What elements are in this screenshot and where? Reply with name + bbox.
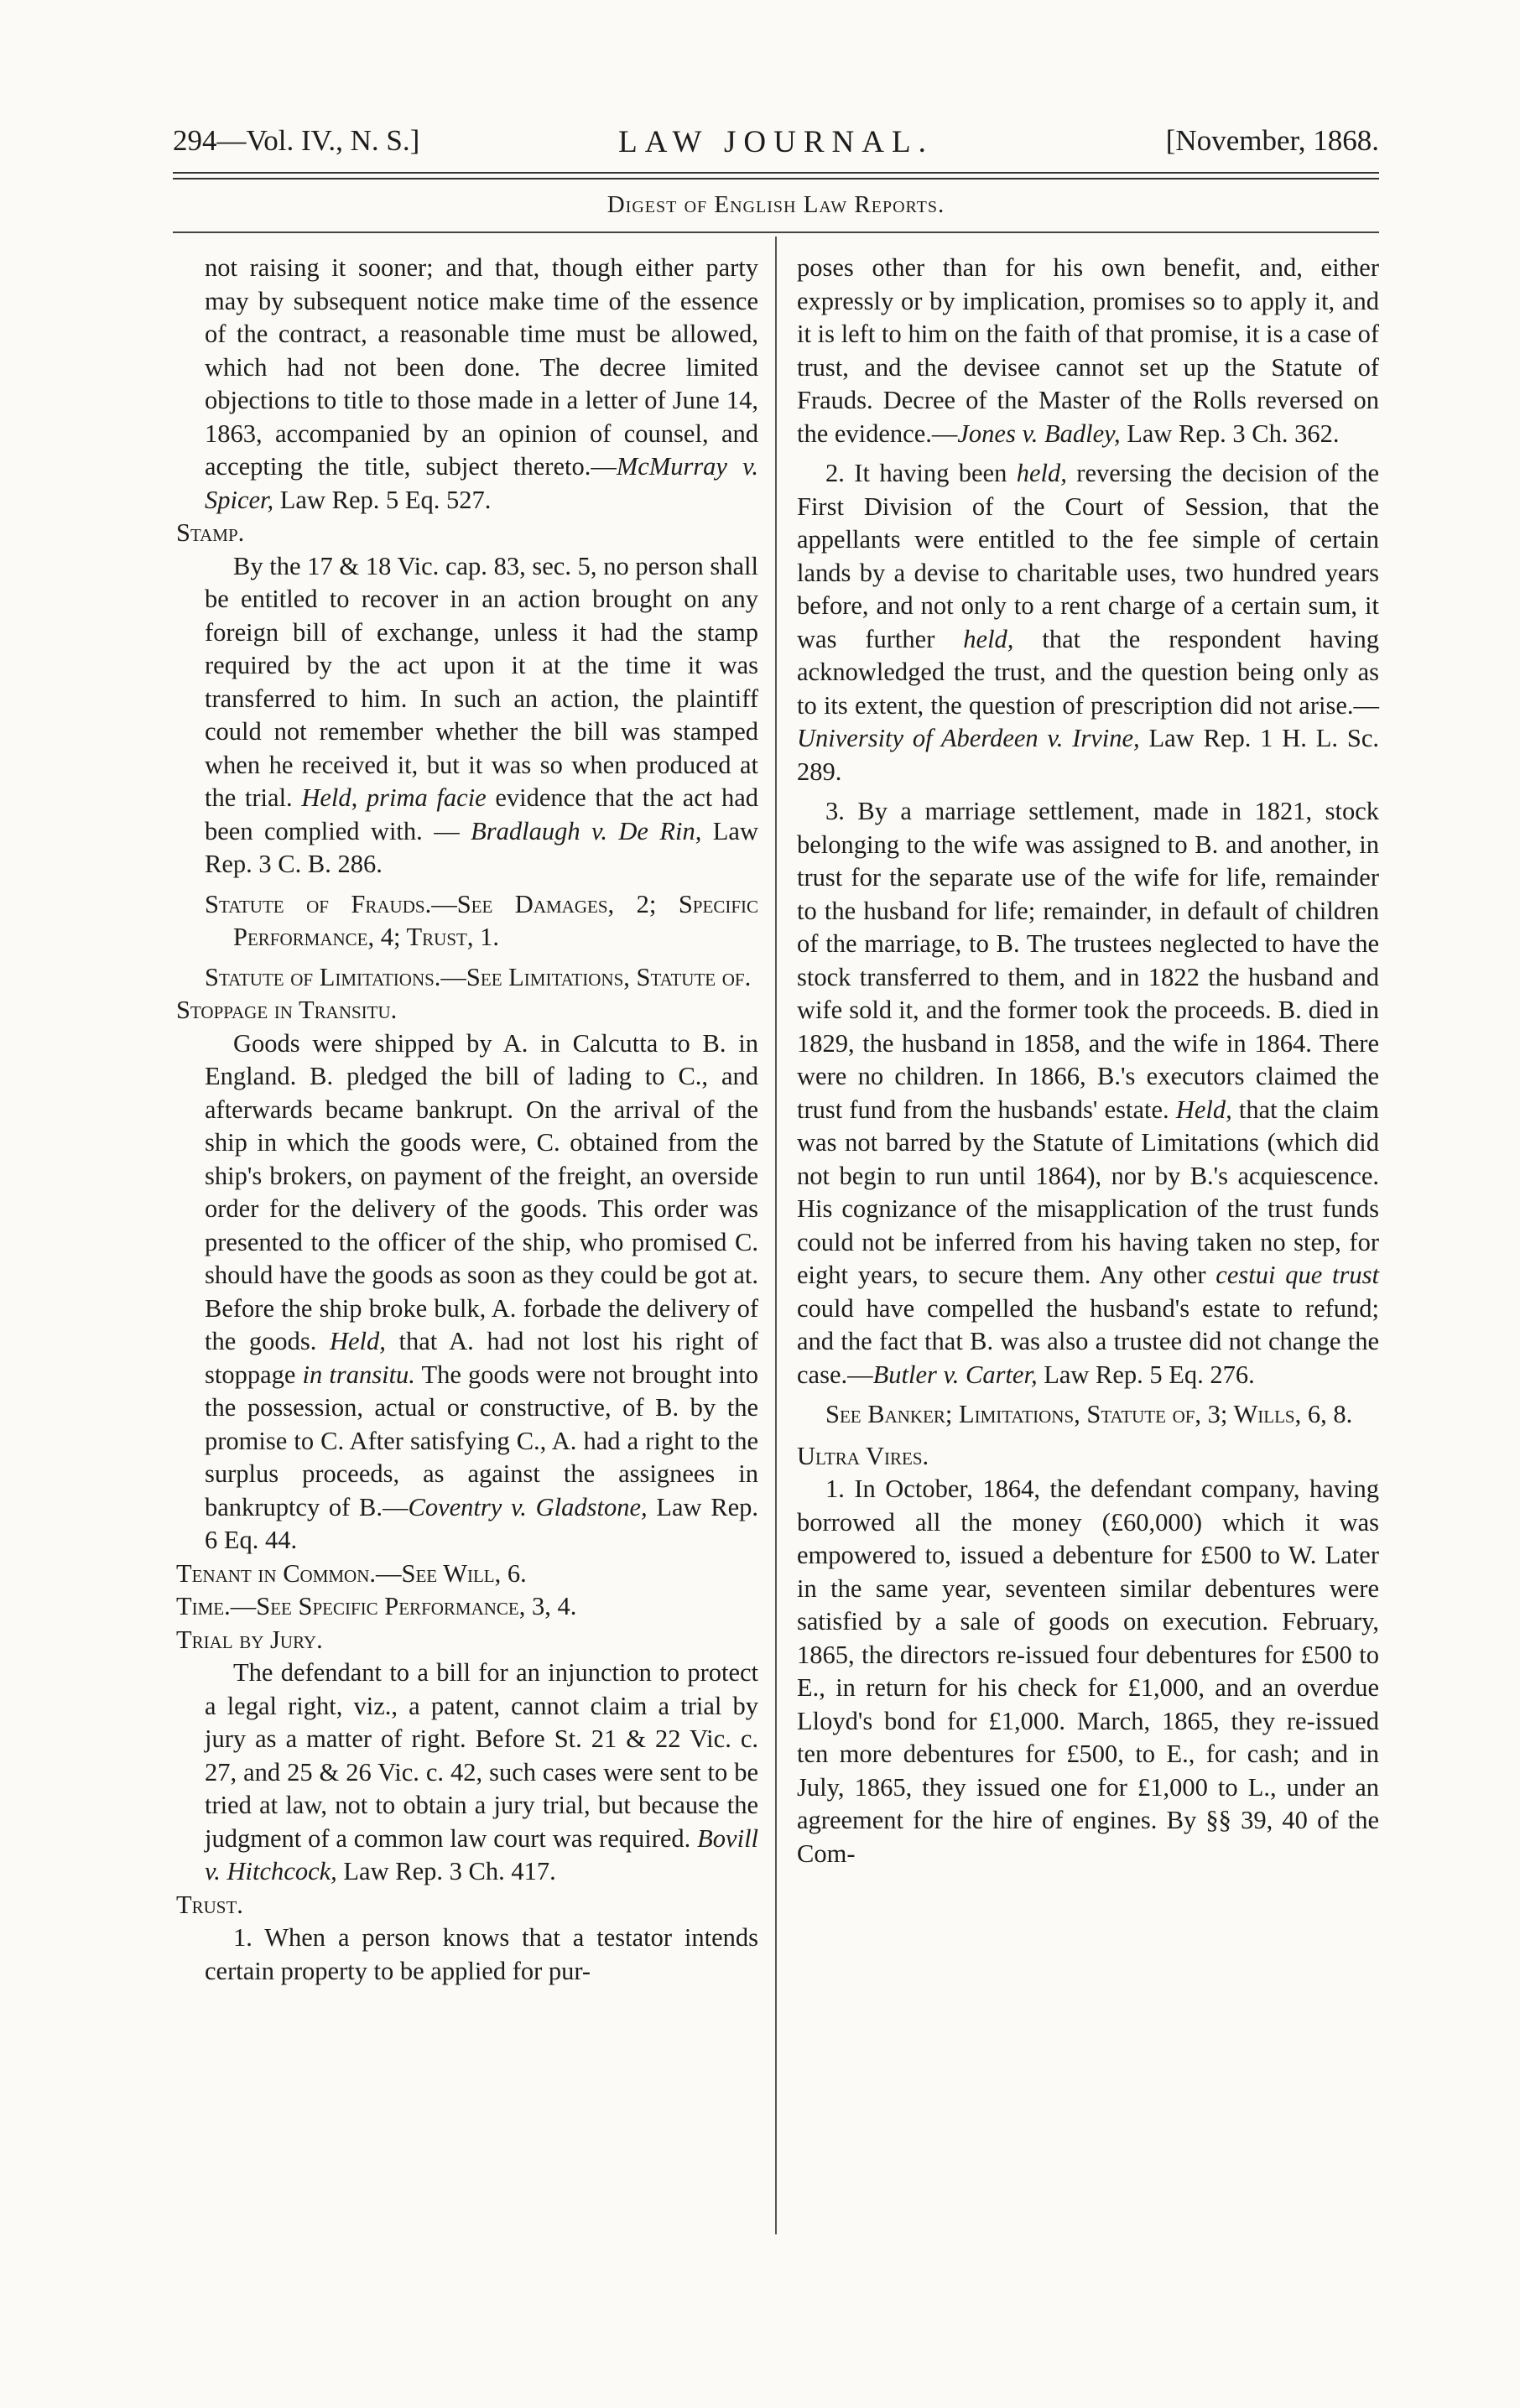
statute-of-frauds-ref: Statute of Frauds.—See Damages, 2; Specific Performance, 4; Trust, 1. <box>205 889 758 951</box>
issue-date: [November, 1868. <box>1165 124 1379 157</box>
stoppage-heading: Stoppage in Transitu. <box>176 996 398 1024</box>
trust-paragraph-1: 1. When a person knows that a testator intends certain property to be applied for pur- <box>205 1923 758 1985</box>
running-header <box>173 124 1379 166</box>
ultra-vires-heading: Ultra Vires. <box>797 1441 929 1470</box>
stamp-paragraph: By the 17 & 18 Vic. cap. 83, sec. 5, no person shall be entitled to recover in an action brought on any foreign bill of exchange, unless it had the stamp required by the act upon it at the time it was transferred to him. In such an action, the plaintiff could not remember whether the bill was stamped when he received it, but it was so when produced at the trial. Held, prima facie evidence that the act had been complied with. — Bradlaugh v. De Rin, Law Rep. 3 C. B. 286. <box>205 551 759 878</box>
trial-by-jury-heading: Trial by Jury. <box>176 1625 323 1654</box>
statute-of-limitations-ref: Statute of Limitations.—See Limitations, Statute of. <box>205 962 752 991</box>
journal-title: LAW JOURNAL. <box>618 125 934 159</box>
section-title: Digest of English Law Reports. <box>606 191 945 218</box>
header-rule-bottom <box>173 178 1379 179</box>
page-volume-label: 294—Vol. IV., N. S.] <box>173 124 420 157</box>
right-column <box>797 252 1379 1870</box>
trust-paragraph-3: 3. By a marriage settlement, made in 1821, stock belonging to the wife was assigned to B. and another, in trust for the separate use of the wife for life, remainder to the husband for life; remainder, in default of children of the marriage, to B. The trustees neglected to have the stock transferred to them, and in 1822 the husband and wife sold it, and the former took the proceeds. B. died in 1829, the husband in 1858, and the wife in 1864. There were no children. In 1866, B.'s executors claimed the trust fund from the husbands' estate. Held, that the claim was not barred by the Statute of Limitations (which did not begin to run until 1864), nor by B.'s acquiescence. His cognizance of the misapplication of the trust funds could not be inferred from his having taken no step, for eight years, to secure them. Any other cestui que trust could have compelled the husband's estate to refund; and the fact that B. was also a trustee did not change the case.—Butler v. Carter, Law Rep. 5 Eq. 276. <box>797 797 1379 1389</box>
time-ref: Time.—See Specific Performance, 3, 4. <box>176 1592 577 1620</box>
trust-paragraph-2: 2. It having been held, reversing the decision of the First Division of the Court of Session, that the appellants were entitled to the fee simple of certain lands by a devise to charitable uses, two hundred years before, and not only to a rent charge of a certain sum, it was further held, that the respondent having acknowledged the trust, and the question being only as to its extent, the question of prescription did not arise.—University of Aberdeen v. Irvine, Law Rep. 1 H. L. Sc. 289. <box>797 459 1380 786</box>
trust-see-also-ref: See Banker; Limitations, Statute of, 3; Wills, 6, 8. <box>825 1400 1353 1428</box>
trust-1-continuation: poses other than for his own benefit, and, either expressly or by implication, promises so to apply it, and it is left to him on the faith of that promise, it is a case of trust, and the devisee cannot set up the Statute of Frauds. Decree of the Master of the Rolls reversed on the evidence.—Jones v. Badley, Law Rep. 3 Ch. 362. <box>797 253 1379 448</box>
header-rule-top <box>173 172 1379 174</box>
column-divider <box>775 237 777 2234</box>
stamp-heading: Stamp. <box>176 518 245 547</box>
stoppage-paragraph: Goods were shipped by A. in Calcutta to B. in England. B. pledged the bill of lading to C., and afterwards became bankrupt. On the arrival of the ship in which the goods were, C. obtained from the ship's brokers, on payment of the freight, an overside order for the delivery of the goods. This order was presented to the officer of the ship, who promised C. should have the goods as soon as they could be got at. Before the ship broke bulk, A. forbade the delivery of the goods. Held, that A. had not lost his right of stoppage in transitu. The goods were not brought into the possession, actual or constructive, of B. by the promise to C. After satisfying C., A. had a right to the surplus proceeds, as against the assignees in bankruptcy of B.—Coventry v. Gladstone, Law Rep. 6 Eq. 44. <box>205 1028 758 1554</box>
ultra-vires-paragraph-1: 1. In October, 1864, the defendant company, having borrowed all the money (£60,000) which it was empowered to, issued a debenture for £500 to W. Later in the same year, seventeen similar debentures were satisfied by a sale of goods on execution. February, 1865, the directors re-issued four debentures for £500 to E., in return for his check for £1,000, and an overdue Lloyd's bond for £1,000. March, 1865, they re-issued ten more debentures for £500, to E., for cash; and in July, 1865, they issued one for £1,000 to L., under an agreement for the hire of engines. By §§ 39, 40 of the Com- <box>797 1474 1379 1868</box>
trust-heading: Trust. <box>176 1890 243 1919</box>
contract-paragraph: not raising it sooner; and that, though either party may by subsequent notice make time of the essence of the contract, a reasonable time must be allowed, which had not been done. The decree limited objections to title to those made in a letter of June 14, 1863, accompanied by an opinion of counsel, and accepting the title, subject thereto.—McMurray v. Spicer, Law Rep. 5 Eq. 527. <box>205 253 758 514</box>
trial-by-jury-paragraph: The defendant to a bill for an injunction to protect a legal right, viz., a patent, cannot claim a trial by jury as a matter of right. Before St. 21 & 22 Vic. c. 27, and 25 & 26 Vic. c. 42, such cases were sent to be tried at law, not to obtain a jury trial, but because the judgment of a common law court was required. Bovill v. Hitchcock, Law Rep. 3 Ch. 417. <box>205 1658 759 1885</box>
left-column <box>176 252 758 1988</box>
section-rule <box>173 231 1379 233</box>
tenant-in-common-ref: Tenant in Common.—See Will, 6. <box>176 1558 527 1588</box>
